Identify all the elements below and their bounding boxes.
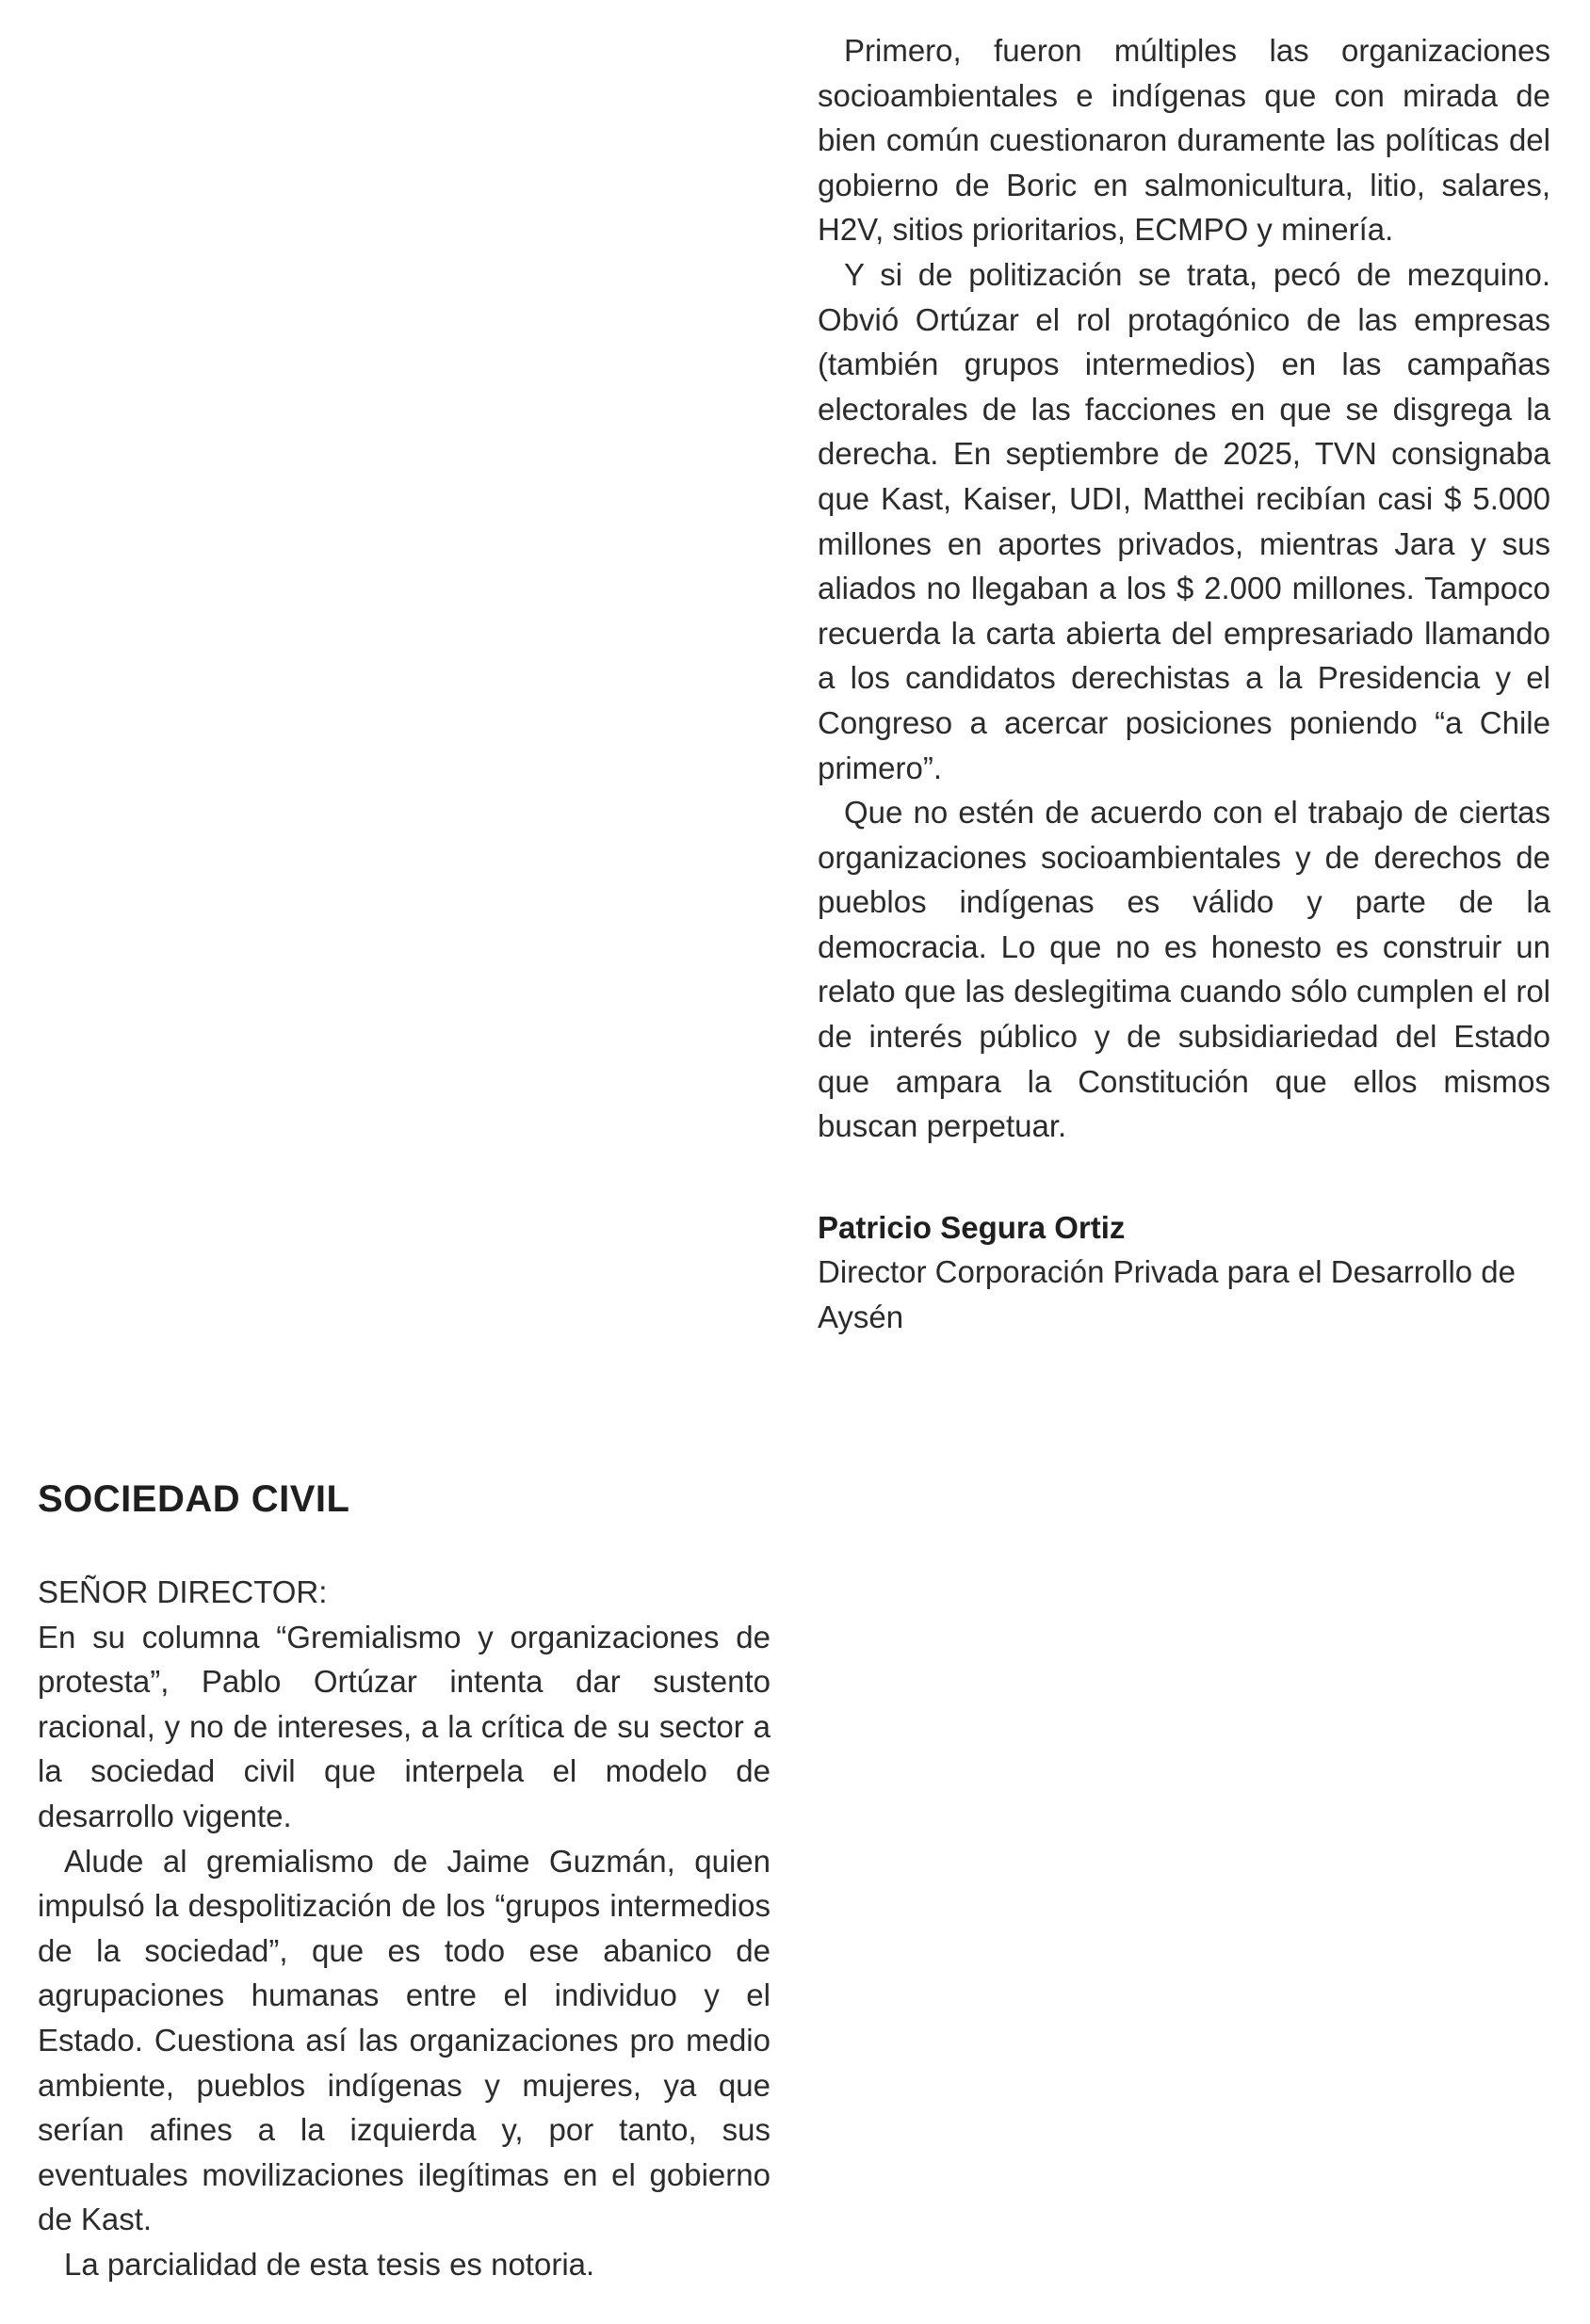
- body-paragraph: Alude al gremialismo de Jaime Guzmán, quien impulsó la despolitización de los “grupos intermedios de la sociedad”, que es todo ese abanico de agrupaciones humanas entre el individuo y el Estado. Cuestiona así las organizaciones pro medio ambiente, pueblos indígenas y mujeres, ya que serían afines a la izquierda y, por tanto, sus eventuales movilizaciones ilegítimas en el gobierno de Kast.: [38, 1843, 771, 2237]
- body-paragraph: La parcialidad de esta tesis es notoria.: [64, 2246, 595, 2282]
- body-paragraph: Y si de politización se trata, pecó de mezquino. Obvió Ortúzar el rol protagónico de las empresas (también grupos intermedios) en las campañas electorales de las facciones en que se disgrega la derecha. En septiembre de 2025, TVN consignaba que Kast, Kaiser, UDI, Matthei recibían casi $ 5.000 millones en aportes privados, mientras Jara y sus aliados no llegaban a los $ 2.000 millones. Tampoco recuerda la carta abierta del empresariado llamando a los candidatos derechistas a la Presidencia y el Congreso a acercar posiciones poniendo “a Chile primero”.: [818, 256, 1550, 785]
- salutation: SEÑOR DIRECTOR:: [38, 1574, 328, 1609]
- author-role: Director Corporación Privada para el Desarrollo de Aysén: [818, 1254, 1517, 1335]
- author-name: Patricio Segura Ortiz: [818, 1209, 1126, 1245]
- body-paragraph: En su columna “Gremialismo y organizaciones de protesta”, Pablo Ortúzar intenta dar sustento racional, y no de intereses, a la crítica de su sector a la sociedad civil que interpela el modelo de desarrollo vigente.: [38, 1619, 771, 1833]
- letter-continuation-column: [818, 28, 1550, 1340]
- body-paragraph: Primero, fueron múltiples las organizaciones socioambientales e indígenas que con mirada de bien común cuestionaron duramente las políticas del gobierno de Boric en salmonicultura, litio, salares, H2V, sitios prioritarios, ECMPO y minería.: [818, 33, 1550, 248]
- section-title: SOCIEDAD CIVIL: [38, 1478, 350, 1520]
- body-paragraph: Que no estén de acuerdo con el trabajo de ciertas organizaciones socioambientales y de derechos de pueblos indígenas es válido y parte de la democracia. Lo que no es honesto es construir un relato que las deslegitima cuando sólo cumplen el rol de interés público y de subsidiariedad del Estado que ampara la Constitución que ellos mismos buscan perpetuar.: [818, 795, 1550, 1144]
- letter-start-column: [38, 1478, 771, 2287]
